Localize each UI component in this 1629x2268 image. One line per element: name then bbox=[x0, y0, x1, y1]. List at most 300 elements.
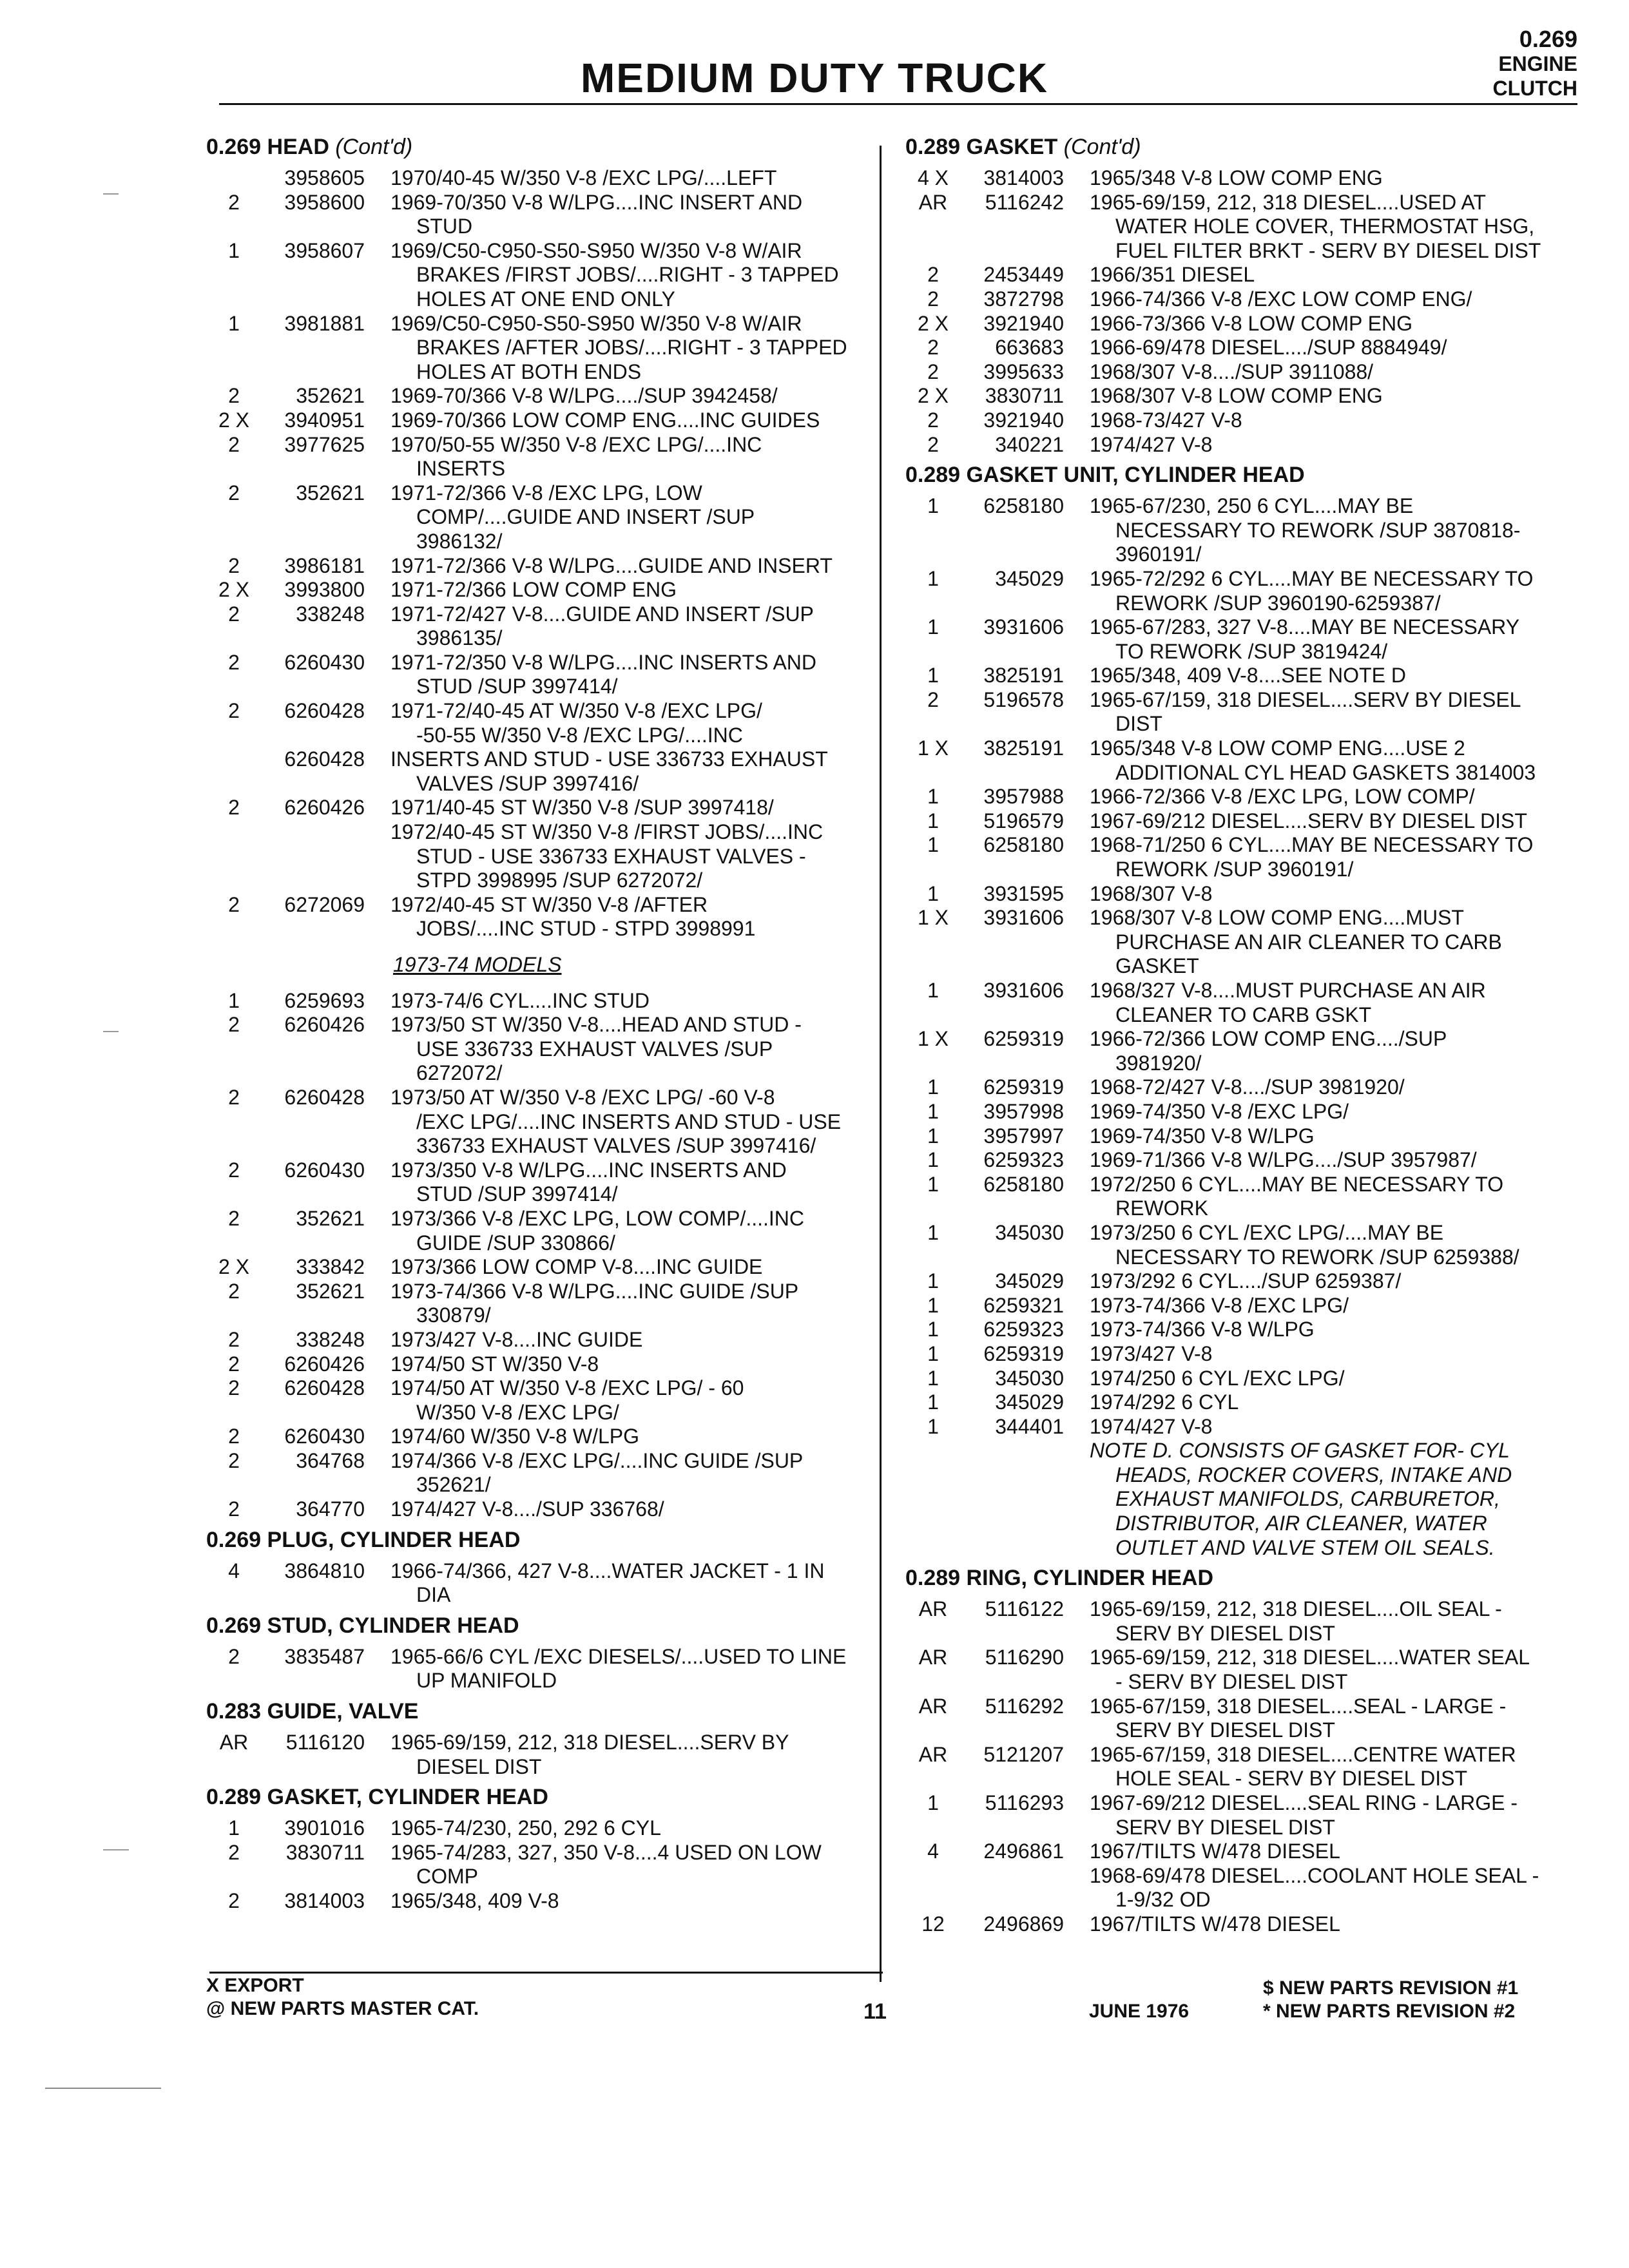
description-line: 1974/292 6 CYL bbox=[1090, 1390, 1239, 1414]
section-title: 0.289 RING, CYLINDER HEAD bbox=[905, 1566, 1213, 1591]
description-line: 352621/ bbox=[416, 1473, 491, 1497]
part-number: 345029 bbox=[995, 566, 1064, 590]
description-line: -50-55 W/350 V-8 /EXC LPG/....INC bbox=[416, 723, 743, 747]
description-line: 1969-71/366 V-8 W/LPG..../SUP 3957987/ bbox=[1090, 1148, 1477, 1172]
description-line: 1968-69/478 DIESEL....COOLANT HOLE SEAL - bbox=[1090, 1863, 1539, 1887]
description-line: 1974/427 V-8..../SUP 336768/ bbox=[390, 1497, 664, 1521]
description-line: 1966/351 DIESEL bbox=[1090, 263, 1255, 287]
part-number: 663683 bbox=[995, 336, 1064, 360]
description-line: 1968/327 V-8....MUST PURCHASE AN AIR bbox=[1090, 979, 1486, 1002]
part-description bbox=[365, 989, 876, 1014]
part-row bbox=[206, 1497, 876, 1522]
part-number: 6259323 bbox=[983, 1148, 1064, 1172]
part-row bbox=[905, 1173, 1576, 1221]
description-line: 1970/40-45 W/350 V-8 /EXC LPG/....LEFT bbox=[390, 166, 777, 189]
part-row bbox=[905, 1294, 1576, 1318]
description-line: TO REWORK /SUP 3819424/ bbox=[1115, 639, 1388, 663]
part-number: 3931606 bbox=[983, 979, 1064, 1002]
part-number: 6258180 bbox=[983, 833, 1064, 857]
quantity: 1 bbox=[228, 988, 240, 1012]
quantity: 1 bbox=[927, 494, 939, 518]
footnote-line: EXHAUST MANIFOLDS, CARBURETOR, bbox=[1115, 1487, 1500, 1511]
part-number: 3940951 bbox=[284, 408, 365, 432]
part-row bbox=[905, 1646, 1576, 1694]
part-number: 6260426 bbox=[284, 1352, 365, 1376]
description-line: 1971-72/427 V-8....GUIDE AND INSERT /SUP bbox=[390, 602, 814, 626]
description-line: FUEL FILTER BRKT - SERV BY DIESEL DIST bbox=[1115, 238, 1541, 262]
part-number: 3931606 bbox=[983, 615, 1064, 639]
part-row bbox=[905, 1840, 1576, 1912]
description-line: INSERTS bbox=[416, 457, 506, 481]
description-line: 3981920/ bbox=[1115, 1051, 1202, 1075]
description-line: 1974/427 V-8 bbox=[1090, 1414, 1213, 1438]
part-number: 3957998 bbox=[983, 1099, 1064, 1123]
part-row bbox=[905, 1221, 1576, 1269]
footer-legend bbox=[206, 1974, 479, 2021]
description-line: 1971-72/40-45 AT W/350 V-8 /EXC LPG/ bbox=[390, 699, 762, 723]
description-line: 1969-74/350 V-8 W/LPG bbox=[1090, 1124, 1315, 1148]
page-number: 11 bbox=[863, 1999, 887, 2024]
quantity: 2 bbox=[228, 1158, 240, 1182]
part-row bbox=[905, 664, 1576, 688]
quantity: 2 bbox=[228, 1497, 240, 1521]
quantity: 1 bbox=[927, 1220, 939, 1244]
part-number: 6258180 bbox=[983, 1172, 1064, 1196]
quantity: 2 bbox=[927, 432, 939, 456]
description-line: 330879/ bbox=[416, 1303, 491, 1327]
part-description bbox=[1064, 1743, 1576, 1791]
description-line: 1974/250 6 CYL /EXC LPG/ bbox=[1090, 1366, 1345, 1390]
part-number: 3864810 bbox=[284, 1559, 365, 1582]
description-line: 1965-67/230, 250 6 CYL....MAY BE bbox=[1090, 494, 1414, 518]
quantity: 2 bbox=[228, 699, 240, 723]
description-line: 1971-72/366 V-8 W/LPG....GUIDE AND INSERT bbox=[390, 553, 833, 577]
quantity: 1 bbox=[927, 1791, 939, 1814]
part-number: 345030 bbox=[995, 1220, 1064, 1244]
quantity: 1 bbox=[927, 809, 939, 832]
description-line: 1965-72/292 6 CYL....MAY BE NECESSARY TO bbox=[1090, 566, 1534, 590]
quantity: AR bbox=[918, 1694, 948, 1718]
footnote-line: HEADS, ROCKER COVERS, INTAKE AND bbox=[1115, 1463, 1512, 1486]
description-line: 1966-74/366, 427 V-8....WATER JACKET - 1 IN bbox=[390, 1559, 825, 1582]
part-number: 3986181 bbox=[284, 553, 365, 577]
description-line: REWORK /SUP 3960191/ bbox=[1115, 858, 1354, 881]
part-row bbox=[206, 433, 876, 481]
part-row bbox=[206, 1280, 876, 1328]
description-line: 1969-70/350 V-8 W/LPG....INC INSERT AND bbox=[390, 190, 803, 214]
quantity: 2 bbox=[228, 1206, 240, 1230]
section-title: 0.289 GASKET bbox=[905, 135, 1058, 159]
part-row bbox=[905, 882, 1576, 907]
part-row bbox=[905, 1912, 1576, 1937]
part-number: 3995633 bbox=[983, 360, 1064, 383]
part-description bbox=[1064, 1646, 1576, 1694]
part-row bbox=[206, 747, 876, 796]
section-heading bbox=[905, 457, 1576, 494]
left-parts-column bbox=[206, 129, 876, 1914]
description-line: STUD /SUP 3997414/ bbox=[416, 1182, 618, 1206]
section-heading bbox=[206, 1693, 876, 1731]
description-line: SERV BY DIESEL DIST bbox=[1115, 1621, 1335, 1645]
description-line: 1973/250 6 CYL /EXC LPG/....MAY BE bbox=[1090, 1220, 1444, 1244]
quantity: 1 bbox=[927, 881, 939, 905]
part-row bbox=[905, 433, 1576, 457]
part-row bbox=[905, 1027, 1576, 1075]
part-number: 364768 bbox=[296, 1448, 365, 1472]
footer-rule bbox=[209, 1972, 883, 1974]
part-description bbox=[365, 893, 876, 941]
part-description bbox=[1064, 263, 1576, 287]
part-row bbox=[905, 1075, 1576, 1100]
section-heading bbox=[206, 1779, 876, 1816]
part-description bbox=[1064, 312, 1576, 336]
part-number: 338248 bbox=[296, 1327, 365, 1351]
part-number: 345029 bbox=[995, 1390, 1064, 1414]
part-number: 6259319 bbox=[983, 1027, 1064, 1051]
right-parts-column bbox=[905, 129, 1576, 1937]
description-line: BRAKES /AFTER JOBS/....RIGHT - 3 TAPPED bbox=[416, 336, 847, 360]
quantity: 2 bbox=[927, 687, 939, 711]
part-description bbox=[365, 433, 876, 481]
section-group-clutch: CLUTCH bbox=[1492, 77, 1577, 100]
quantity: 2 bbox=[927, 360, 939, 383]
quantity: 2 X bbox=[917, 311, 949, 335]
part-number: 3931606 bbox=[983, 906, 1064, 930]
part-description bbox=[365, 1559, 876, 1608]
part-row bbox=[206, 1207, 876, 1255]
description-line: 1966-69/478 DIESEL..../SUP 8884949/ bbox=[1090, 336, 1447, 360]
description-line: 1965/348 V-8 LOW COMP ENG....USE 2 bbox=[1090, 736, 1465, 760]
quantity: 2 bbox=[228, 1425, 240, 1448]
description-line: REWORK bbox=[1115, 1196, 1208, 1220]
part-description bbox=[365, 191, 876, 239]
part-number: 3830711 bbox=[985, 384, 1064, 408]
description-line: INSERTS AND STUD - USE 336733 EXHAUST bbox=[390, 747, 828, 771]
quantity: 1 bbox=[927, 1414, 939, 1438]
quantity: 2 bbox=[228, 1279, 240, 1303]
export-note: X EXPORT bbox=[206, 1975, 304, 1996]
part-description bbox=[1064, 615, 1576, 664]
quantity: 1 bbox=[927, 833, 939, 857]
part-row bbox=[905, 166, 1576, 191]
part-number: 6260426 bbox=[284, 796, 365, 820]
part-description bbox=[1064, 688, 1576, 736]
quantity: 2 bbox=[228, 892, 240, 916]
quantity: AR bbox=[918, 1597, 948, 1621]
part-row bbox=[905, 1390, 1576, 1415]
part-number: 6259319 bbox=[983, 1341, 1064, 1365]
master-catalog-note: @ NEW PARTS MASTER CAT. bbox=[206, 1998, 479, 2019]
description-line: DIST bbox=[1115, 712, 1162, 736]
part-number: 3830711 bbox=[285, 1840, 365, 1864]
quantity: 2 bbox=[927, 336, 939, 360]
part-row bbox=[206, 578, 876, 602]
description-line: 3986132/ bbox=[416, 529, 503, 553]
part-row bbox=[206, 1255, 876, 1280]
part-row bbox=[206, 1559, 876, 1608]
description-line: CLEANER TO CARB GSKT bbox=[1115, 1003, 1372, 1026]
description-line: 1973/427 V-8....INC GUIDE bbox=[390, 1327, 643, 1351]
part-description bbox=[1064, 1269, 1576, 1294]
part-row bbox=[905, 906, 1576, 979]
part-description bbox=[365, 1816, 876, 1841]
part-number: 3921940 bbox=[983, 311, 1064, 335]
part-description bbox=[365, 1013, 876, 1086]
part-description bbox=[1064, 1173, 1576, 1221]
quantity: 1 bbox=[927, 1172, 939, 1196]
part-number: 5116120 bbox=[285, 1731, 365, 1754]
part-number: 3814003 bbox=[983, 166, 1064, 189]
description-line: 1965/348, 409 V-8 bbox=[390, 1889, 559, 1912]
description-line: 1973/292 6 CYL..../SUP 6259387/ bbox=[1090, 1269, 1402, 1293]
description-line: 1972/250 6 CYL....MAY BE NECESSARY TO bbox=[1090, 1172, 1504, 1196]
part-description bbox=[1064, 833, 1576, 881]
part-description bbox=[1064, 1912, 1576, 1937]
description-line: 1966-72/366 V-8 /EXC LPG, LOW COMP/ bbox=[1090, 785, 1475, 809]
part-number: 6260428 bbox=[284, 1085, 365, 1109]
description-line: SERV BY DIESEL DIST bbox=[1115, 1815, 1335, 1839]
part-row bbox=[905, 263, 1576, 287]
quantity: 2 bbox=[228, 1013, 240, 1037]
footnote bbox=[905, 1439, 1576, 1560]
quantity: AR bbox=[219, 1731, 249, 1754]
part-row bbox=[206, 1645, 876, 1693]
part-number: 3957997 bbox=[983, 1124, 1064, 1148]
description-line: 1973-74/6 CYL....INC STUD bbox=[390, 988, 650, 1012]
revision-2-note: * NEW PARTS REVISION #2 bbox=[1263, 2001, 1516, 2022]
part-row bbox=[206, 312, 876, 385]
description-line: 1-9/32 OD bbox=[1115, 1888, 1211, 1912]
part-description bbox=[365, 651, 876, 699]
part-row bbox=[905, 785, 1576, 809]
description-line: DIESEL DIST bbox=[416, 1754, 542, 1778]
description-line: 1971/40-45 ST W/350 V-8 /SUP 3997418/ bbox=[390, 796, 774, 820]
section-title: 0.289 GASKET, CYLINDER HEAD bbox=[206, 1785, 548, 1810]
description-line: 1967-69/212 DIESEL....SEAL RING - LARGE - bbox=[1090, 1791, 1518, 1814]
part-number: 3835487 bbox=[284, 1644, 365, 1668]
part-row bbox=[905, 287, 1576, 312]
section-heading bbox=[905, 129, 1576, 166]
footnote-line: DISTRIBUTOR, AIR CLEANER, WATER bbox=[1115, 1512, 1487, 1535]
part-row bbox=[206, 796, 876, 892]
part-description bbox=[365, 1255, 876, 1280]
continued-label: (Cont'd) bbox=[335, 135, 413, 159]
quantity: AR bbox=[918, 1742, 948, 1766]
part-row bbox=[905, 1148, 1576, 1173]
part-description bbox=[365, 554, 876, 579]
description-line: 1969/C50-C950-S50-S950 W/350 V-8 W/AIR bbox=[390, 238, 802, 262]
part-number: 5116293 bbox=[985, 1791, 1064, 1814]
header-rule bbox=[219, 103, 1577, 105]
description-line: 1965-67/159, 318 DIESEL....SERV BY DIESEL bbox=[1090, 687, 1521, 711]
description-line: 1965-69/159, 212, 318 DIESEL....OIL SEAL - bbox=[1090, 1597, 1502, 1621]
description-line: 1973/350 V-8 W/LPG....INC INSERTS AND bbox=[390, 1158, 787, 1182]
scan-tick bbox=[103, 1849, 129, 1850]
part-description bbox=[1064, 567, 1576, 615]
part-description bbox=[1064, 1294, 1576, 1318]
part-row bbox=[206, 989, 876, 1014]
quantity: 1 bbox=[927, 785, 939, 809]
part-number: 6260430 bbox=[284, 650, 365, 674]
description-line: W/350 V-8 /EXC LPG/ bbox=[416, 1400, 619, 1424]
description-line: 1973/366 V-8 /EXC LPG, LOW COMP/....INC bbox=[390, 1206, 805, 1230]
part-row bbox=[905, 1415, 1576, 1439]
part-description bbox=[1064, 360, 1576, 385]
part-row bbox=[206, 1889, 876, 1914]
part-row bbox=[905, 567, 1576, 615]
description-line: USE 336733 EXHAUST VALVES /SUP bbox=[416, 1037, 773, 1061]
quantity: 2 bbox=[228, 1085, 240, 1109]
part-description bbox=[365, 699, 876, 747]
quantity: 2 bbox=[228, 1889, 240, 1912]
quantity: 2 bbox=[927, 263, 939, 287]
description-line: 1973-74/366 V-8 /EXC LPG/ bbox=[1090, 1293, 1349, 1317]
description-line: 1969-74/350 V-8 /EXC LPG/ bbox=[1090, 1099, 1349, 1123]
part-row bbox=[206, 1816, 876, 1841]
part-description bbox=[1064, 906, 1576, 979]
part-row bbox=[206, 1352, 876, 1377]
part-number: 6260428 bbox=[284, 747, 365, 771]
part-row bbox=[905, 494, 1576, 567]
part-number: 5116292 bbox=[985, 1694, 1064, 1718]
part-number: 3901016 bbox=[284, 1816, 365, 1840]
section-title: 0.289 GASKET UNIT, CYLINDER HEAD bbox=[905, 463, 1305, 488]
part-description bbox=[1064, 408, 1576, 433]
section-title: 0.283 GUIDE, VALVE bbox=[206, 1699, 419, 1724]
description-line: 1971-72/366 V-8 /EXC LPG, LOW bbox=[390, 481, 702, 505]
description-line: 1967/TILTS W/478 DIESEL bbox=[1090, 1840, 1340, 1863]
revision-legend bbox=[1263, 1977, 1518, 2023]
description-line: 1969-70/366 V-8 W/LPG..../SUP 3942458/ bbox=[390, 384, 778, 408]
part-row bbox=[206, 602, 876, 651]
part-number: 3872798 bbox=[983, 287, 1064, 311]
part-row bbox=[905, 1743, 1576, 1791]
part-number: 5116242 bbox=[985, 190, 1064, 214]
quantity: 2 bbox=[228, 1448, 240, 1472]
part-description bbox=[1064, 1318, 1576, 1342]
continued-label: (Cont'd) bbox=[1063, 135, 1141, 159]
description-line: STPD 3998995 /SUP 6272072/ bbox=[416, 869, 703, 892]
description-line: 1966-74/366 V-8 /EXC LOW COMP ENG/ bbox=[1090, 287, 1472, 311]
description-line: 1973-74/366 V-8 W/LPG bbox=[1090, 1318, 1315, 1341]
description-line: 1965/348 V-8 LOW COMP ENG bbox=[1090, 166, 1383, 189]
part-description bbox=[1064, 1148, 1576, 1173]
section-title: 0.269 PLUG, CYLINDER HEAD bbox=[206, 1527, 521, 1552]
description-line: 1968/307 V-8 bbox=[1090, 881, 1213, 905]
description-line: 1968-73/427 V-8 bbox=[1090, 408, 1242, 432]
part-number: 6258180 bbox=[983, 494, 1064, 518]
quantity: 2 bbox=[228, 602, 240, 626]
part-number: 6259321 bbox=[983, 1293, 1064, 1317]
quantity: 2 bbox=[228, 1644, 240, 1668]
description-line: 1974/366 V-8 /EXC LPG/....INC GUIDE /SUP bbox=[390, 1448, 804, 1472]
part-number: 352621 bbox=[296, 1206, 365, 1230]
description-line: 1968/307 V-8..../SUP 3911088/ bbox=[1090, 360, 1374, 383]
description-line: 1967/TILTS W/478 DIESEL bbox=[1090, 1912, 1340, 1936]
part-description bbox=[365, 1328, 876, 1352]
part-row bbox=[206, 1449, 876, 1497]
section-heading bbox=[905, 1560, 1576, 1597]
description-line: 1974/427 V-8 bbox=[1090, 432, 1213, 456]
quantity: 2 bbox=[228, 1376, 240, 1400]
publication-date: JUNE 1976 bbox=[1089, 2001, 1190, 2022]
part-number: 3814003 bbox=[284, 1889, 365, 1912]
part-description bbox=[365, 1841, 876, 1889]
part-description bbox=[365, 1497, 876, 1522]
part-row bbox=[905, 1597, 1576, 1646]
description-line: 3960191/ bbox=[1115, 543, 1202, 566]
quantity: 1 bbox=[927, 615, 939, 639]
description-line: 1972/40-45 ST W/350 V-8 /FIRST JOBS/....INC bbox=[390, 820, 824, 844]
part-number: 5116122 bbox=[985, 1597, 1064, 1621]
quantity: 1 bbox=[927, 1148, 939, 1172]
description-line: 1965-67/283, 327 V-8....MAY BE NECESSARY bbox=[1090, 615, 1520, 639]
description-line: HOLES AT BOTH ENDS bbox=[416, 360, 642, 383]
description-line: 1974/50 ST W/350 V-8 bbox=[390, 1352, 599, 1376]
quantity bbox=[206, 747, 262, 796]
part-description bbox=[1064, 287, 1576, 312]
description-line: 1970/50-55 W/350 V-8 /EXC LPG/....INC bbox=[390, 432, 762, 456]
quantity: 1 bbox=[927, 1293, 939, 1317]
part-row bbox=[905, 809, 1576, 834]
part-number: 3921940 bbox=[983, 408, 1064, 432]
part-number: 5121207 bbox=[983, 1742, 1064, 1766]
part-description bbox=[1064, 384, 1576, 408]
description-line: SERV BY DIESEL DIST bbox=[1115, 1718, 1335, 1742]
description-line: 1966-72/366 LOW COMP ENG..../SUP bbox=[1090, 1027, 1447, 1051]
description-line: 1974/50 AT W/350 V-8 /EXC LPG/ - 60 bbox=[390, 1376, 744, 1400]
part-description bbox=[365, 1731, 876, 1779]
section-title: 0.269 STUD, CYLINDER HEAD bbox=[206, 1613, 519, 1638]
description-line: UP MANIFOLD bbox=[416, 1669, 557, 1693]
part-description bbox=[1064, 336, 1576, 360]
description-line: 1968/307 V-8 LOW COMP ENG....MUST bbox=[1090, 906, 1464, 930]
part-description bbox=[365, 481, 876, 554]
quantity: 1 bbox=[228, 238, 240, 262]
part-row bbox=[905, 1791, 1576, 1840]
quantity: 2 bbox=[228, 190, 240, 214]
part-row bbox=[206, 1841, 876, 1889]
quantity: 2 bbox=[228, 432, 240, 456]
part-row bbox=[206, 1425, 876, 1449]
footnote-line: NOTE D. CONSISTS OF GASKET FOR- CYL bbox=[1090, 1439, 1510, 1463]
part-row bbox=[206, 239, 876, 312]
part-number: 2496861 bbox=[983, 1840, 1064, 1863]
quantity: 2 bbox=[228, 1840, 240, 1864]
part-row bbox=[905, 360, 1576, 385]
description-line: - SERV BY DIESEL DIST bbox=[1115, 1670, 1348, 1694]
part-row bbox=[905, 1318, 1576, 1342]
description-line: WATER HOLE COVER, THERMOSTAT HSG, bbox=[1115, 215, 1535, 238]
part-row bbox=[905, 736, 1576, 785]
part-row bbox=[206, 1086, 876, 1158]
description-line: 1968-71/250 6 CYL....MAY BE NECESSARY TO bbox=[1090, 833, 1534, 857]
description-line: GUIDE /SUP 330866/ bbox=[416, 1231, 615, 1254]
part-description bbox=[1064, 1075, 1576, 1100]
part-number: 3825191 bbox=[983, 664, 1064, 687]
part-description bbox=[1064, 1342, 1576, 1367]
part-row bbox=[206, 893, 876, 941]
part-row bbox=[206, 1328, 876, 1352]
description-line: 3986135/ bbox=[416, 626, 503, 650]
quantity: 1 bbox=[927, 1318, 939, 1341]
part-number: 6259693 bbox=[284, 988, 365, 1012]
section-code-block bbox=[1492, 27, 1577, 101]
part-number: 352621 bbox=[296, 1279, 365, 1303]
description-line: HOLE SEAL - SERV BY DIESEL DIST bbox=[1115, 1767, 1467, 1791]
description-line: 1974/60 W/350 V-8 W/LPG bbox=[390, 1425, 639, 1448]
part-number: 345030 bbox=[995, 1366, 1064, 1390]
